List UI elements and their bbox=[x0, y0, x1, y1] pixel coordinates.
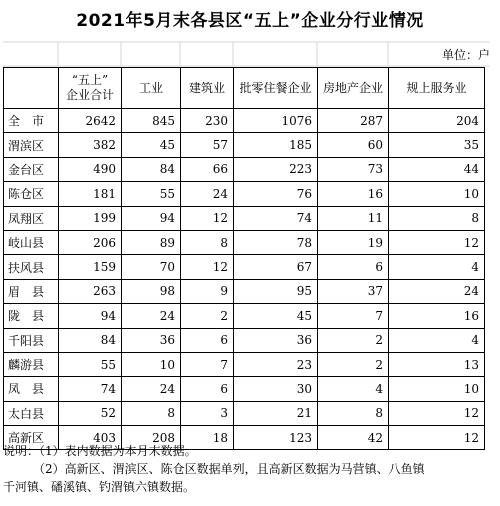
cell-retail[interactable]: 45 bbox=[234, 304, 318, 328]
data-table bbox=[3, 67, 485, 450]
row-name-cell[interactable]: 太白县 bbox=[4, 401, 59, 425]
cell-realestate[interactable]: 4 bbox=[318, 377, 389, 401]
cell-total[interactable]: 382 bbox=[59, 133, 122, 157]
header-cell-retail[interactable]: 批零住餐企业 bbox=[234, 68, 318, 109]
cell-industry[interactable]: 70 bbox=[122, 255, 181, 279]
cell-construction[interactable]: 9 bbox=[181, 279, 234, 303]
cell-retail[interactable]: 30 bbox=[234, 377, 318, 401]
cell-industry[interactable]: 36 bbox=[122, 328, 181, 352]
cell-services[interactable]: 13 bbox=[389, 352, 485, 376]
table-row bbox=[4, 401, 485, 425]
row-name-cell[interactable]: 千阳县 bbox=[4, 328, 59, 352]
cell-realestate[interactable]: 42 bbox=[318, 426, 389, 450]
cell-total[interactable]: 94 bbox=[59, 304, 122, 328]
row-name-cell[interactable]: 高新区 bbox=[4, 426, 59, 450]
note-line-3[interactable]: 千河镇、磻溪镇、钓渭镇六镇数据。 bbox=[3, 480, 196, 494]
cell-retail[interactable]: 185 bbox=[234, 133, 318, 157]
cell-industry[interactable]: 55 bbox=[122, 182, 181, 206]
cell-services[interactable]: 35 bbox=[389, 133, 485, 157]
cell-services[interactable]: 24 bbox=[389, 279, 485, 303]
note-line-2[interactable]: （2）高新区、渭滨区、陈仓区数据单列，且高新区数据为马营镇、八鱼镇 bbox=[33, 462, 425, 476]
cell-construction[interactable]: 3 bbox=[181, 401, 234, 425]
cell-construction[interactable]: 57 bbox=[181, 133, 234, 157]
row-name-cell[interactable]: 眉 县 bbox=[4, 279, 59, 303]
cell-retail[interactable]: 21 bbox=[234, 401, 318, 425]
cell-retail[interactable]: 1076 bbox=[234, 109, 318, 133]
cell-services[interactable]: 10 bbox=[389, 377, 485, 401]
cell-industry[interactable]: 45 bbox=[122, 133, 181, 157]
table-row bbox=[4, 230, 485, 254]
cell-total[interactable]: 490 bbox=[59, 157, 122, 181]
cell-retail[interactable]: 76 bbox=[234, 182, 318, 206]
cell-industry[interactable]: 24 bbox=[122, 377, 181, 401]
row-name-cell[interactable]: 凤 县 bbox=[4, 377, 59, 401]
cell-services[interactable]: 12 bbox=[389, 401, 485, 425]
cell-industry[interactable]: 98 bbox=[122, 279, 181, 303]
header-cell-construction[interactable]: 建筑业 bbox=[181, 68, 234, 109]
row-name-cell[interactable]: 金台区 bbox=[4, 157, 59, 181]
cell-industry[interactable]: 94 bbox=[122, 206, 181, 230]
cell-total[interactable]: 159 bbox=[59, 255, 122, 279]
header-cell-blank[interactable] bbox=[4, 68, 59, 109]
table-row bbox=[4, 157, 485, 181]
cell-industry[interactable]: 208 bbox=[122, 426, 181, 450]
cell-total[interactable]: 52 bbox=[59, 401, 122, 425]
cell-total[interactable]: 199 bbox=[59, 206, 122, 230]
cell-total[interactable]: 181 bbox=[59, 182, 122, 206]
cell-realestate[interactable]: 19 bbox=[318, 230, 389, 254]
cell-construction[interactable]: 8 bbox=[181, 230, 234, 254]
row-name-cell[interactable]: 全 市 bbox=[4, 109, 59, 133]
header-cell-services[interactable]: 规上服务业 bbox=[389, 68, 485, 109]
header-cell-total[interactable] bbox=[59, 68, 122, 109]
cell-total[interactable]: 55 bbox=[59, 352, 122, 376]
cell-construction[interactable]: 12 bbox=[181, 206, 234, 230]
cell-retail[interactable]: 67 bbox=[234, 255, 318, 279]
cell-realestate[interactable]: 37 bbox=[318, 279, 389, 303]
cell-services[interactable]: 12 bbox=[389, 426, 485, 450]
row-name-cell[interactable]: 陈仓区 bbox=[4, 182, 59, 206]
cell-construction[interactable]: 230 bbox=[181, 109, 234, 133]
table-row bbox=[4, 133, 485, 157]
cell-total[interactable]: 206 bbox=[59, 230, 122, 254]
row-name-cell[interactable]: 渭滨区 bbox=[4, 133, 59, 157]
cell-total[interactable]: 84 bbox=[59, 328, 122, 352]
cell-construction[interactable]: 2 bbox=[181, 304, 234, 328]
cell-realestate[interactable]: 73 bbox=[318, 157, 389, 181]
notes bbox=[3, 442, 493, 496]
cell-services[interactable]: 4 bbox=[389, 255, 485, 279]
cell-realestate[interactable]: 6 bbox=[318, 255, 389, 279]
cell-industry[interactable]: 8 bbox=[122, 401, 181, 425]
header-total-line2: 企业合计 bbox=[65, 88, 114, 102]
cell-retail[interactable]: 123 bbox=[234, 426, 318, 450]
cell-construction[interactable]: 12 bbox=[181, 255, 234, 279]
cell-services[interactable]: 8 bbox=[389, 206, 485, 230]
header-cell-realestate[interactable]: 房地产企业 bbox=[318, 68, 389, 109]
row-name-cell[interactable]: 麟游县 bbox=[4, 352, 59, 376]
cell-construction[interactable]: 24 bbox=[181, 182, 234, 206]
cell-services[interactable]: 10 bbox=[389, 182, 485, 206]
cell-services[interactable]: 44 bbox=[389, 157, 485, 181]
cell-services[interactable]: 204 bbox=[389, 109, 485, 133]
cell-retail[interactable]: 36 bbox=[234, 328, 318, 352]
cell-realestate[interactable]: 8 bbox=[318, 401, 389, 425]
cell-industry[interactable]: 10 bbox=[122, 352, 181, 376]
cell-realestate[interactable]: 2 bbox=[318, 352, 389, 376]
cell-total[interactable]: 403 bbox=[59, 426, 122, 450]
table-body bbox=[4, 109, 485, 450]
cell-retail[interactable]: 23 bbox=[234, 352, 318, 376]
table-title[interactable]: 2021年5月末各县区“五上”企业分行业情况 bbox=[76, 11, 424, 31]
cell-construction[interactable]: 6 bbox=[181, 377, 234, 401]
cell-industry[interactable]: 89 bbox=[122, 230, 181, 254]
cell-realestate[interactable]: 2 bbox=[318, 328, 389, 352]
cell-total[interactable]: 263 bbox=[59, 279, 122, 303]
cell-retail[interactable]: 223 bbox=[234, 157, 318, 181]
cell-construction[interactable]: 6 bbox=[181, 328, 234, 352]
cell-construction[interactable]: 7 bbox=[181, 352, 234, 376]
row-name-cell[interactable]: 凤翔区 bbox=[4, 206, 59, 230]
table-row bbox=[4, 109, 485, 133]
cell-construction[interactable]: 66 bbox=[181, 157, 234, 181]
header-cell-industry[interactable]: 工业 bbox=[122, 68, 181, 109]
cell-realestate[interactable]: 287 bbox=[318, 109, 389, 133]
cell-realestate[interactable]: 60 bbox=[318, 133, 389, 157]
cell-retail[interactable]: 78 bbox=[234, 230, 318, 254]
unit-label[interactable]: 单位：户 bbox=[441, 48, 490, 62]
note-line-1[interactable]: 说明：（1）表内数据为本月末数据。 bbox=[3, 444, 197, 458]
cell-realestate[interactable]: 11 bbox=[318, 206, 389, 230]
table-row bbox=[4, 352, 485, 376]
table-row bbox=[4, 255, 485, 279]
cell-realestate[interactable]: 7 bbox=[318, 304, 389, 328]
row-name-cell[interactable]: 陇 县 bbox=[4, 304, 59, 328]
cell-realestate[interactable]: 16 bbox=[318, 182, 389, 206]
row-name-cell[interactable]: 岐山县 bbox=[4, 230, 59, 254]
header-total-line1: “五上” bbox=[71, 73, 109, 87]
cell-services[interactable]: 4 bbox=[389, 328, 485, 352]
row-name-cell[interactable]: 扶风县 bbox=[4, 255, 59, 279]
table-row bbox=[4, 304, 485, 328]
cell-retail[interactable]: 74 bbox=[234, 206, 318, 230]
cell-services[interactable]: 12 bbox=[389, 230, 485, 254]
cell-industry[interactable]: 24 bbox=[122, 304, 181, 328]
cell-industry[interactable]: 845 bbox=[122, 109, 181, 133]
cell-industry[interactable]: 84 bbox=[122, 157, 181, 181]
cell-retail[interactable]: 95 bbox=[234, 279, 318, 303]
cell-total[interactable]: 74 bbox=[59, 377, 122, 401]
header-row bbox=[4, 68, 485, 109]
table-row bbox=[4, 328, 485, 352]
table-row bbox=[4, 206, 485, 230]
table-row bbox=[4, 377, 485, 401]
cell-total[interactable]: 2642 bbox=[59, 109, 122, 133]
cell-construction[interactable]: 18 bbox=[181, 426, 234, 450]
table-row bbox=[4, 182, 485, 206]
cell-services[interactable]: 16 bbox=[389, 304, 485, 328]
table-row bbox=[4, 279, 485, 303]
